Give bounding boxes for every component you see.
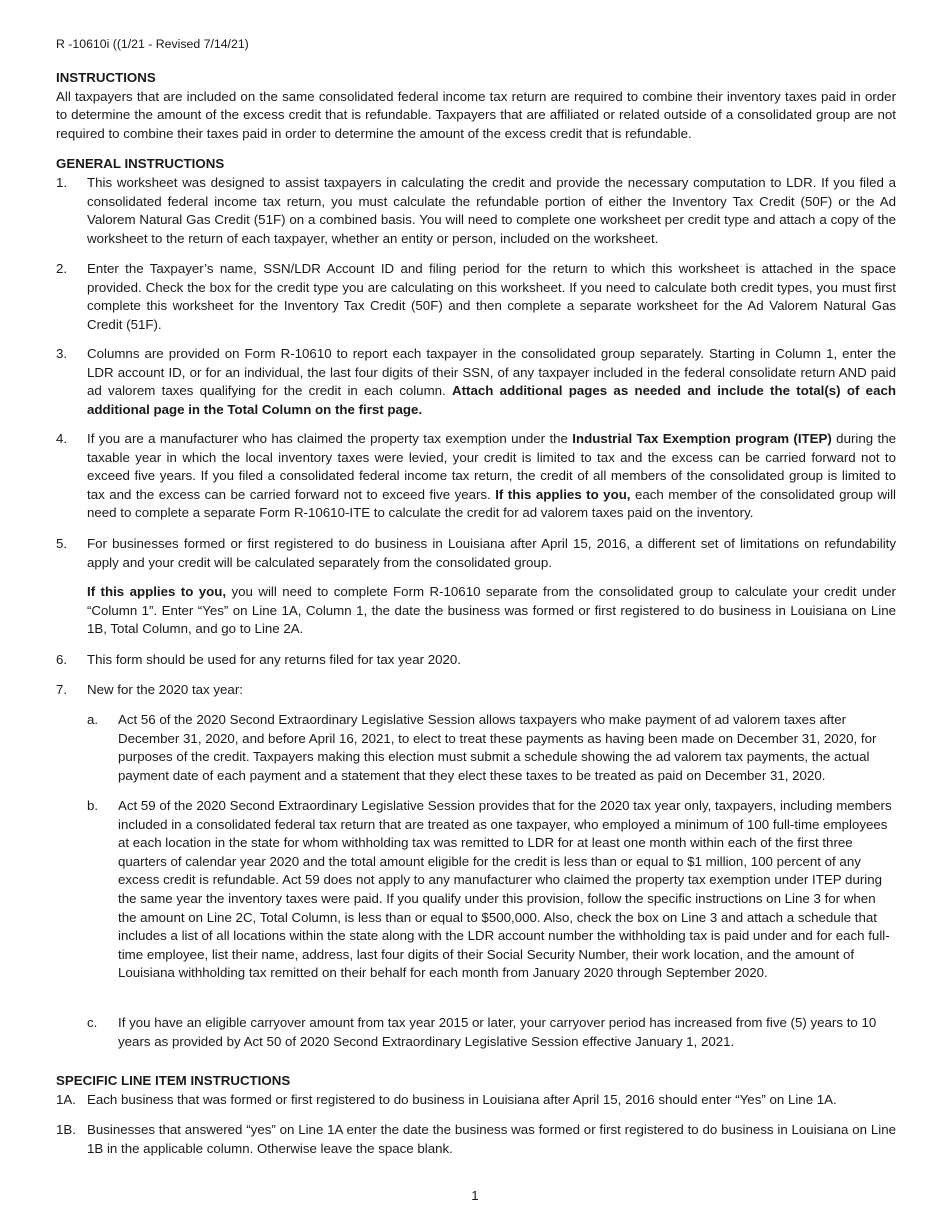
sub-item-letter: c. [87, 1015, 98, 1030]
item-text [87, 430, 896, 523]
item-bold-a: Industrial Tax Exemption program (ITEP) [572, 431, 832, 446]
item-number: 5. [56, 536, 68, 551]
general-item-3 [56, 345, 896, 419]
item-text-b: during the taxable year in which the local inventory taxes were levied, your credit is limited to tax and the excess can be carried forward not to exceed five years. If you filed a consolidated federal income tax return, the credit of all members of the consolidated group is limited to tax and the excess can be carried forward not to exceed five years. [87, 431, 896, 502]
item-text-c: each member of the consolidated group will need to complete a separate Form R-10610-ITE to calculate the credit for ad valorem taxes paid on the inventory. [87, 486, 896, 521]
item-text: This form should be used for any returns filed for tax year 2020. [87, 652, 461, 667]
item-number: 7. [56, 682, 68, 697]
item-text: For businesses formed or first registered to do business in Louisiana after April 15, 2016, a different set of limitations on refundability apply and your credit will be calculated separately from the consolidated group. [87, 536, 896, 570]
item-text: Businesses that answered “yes” on Line 1A enter the date the business was formed or first registered to do business in Louisiana on Line 1B in the applicable column. Otherwise leave the space blank. [87, 1122, 896, 1156]
sub-item-text: Act 56 of the 2020 Second Extraordinary Legislative Session allows taxpayers who make payment of ad valorem taxes after December 31, 2020, and before April 16, 2021, to elect to treat these payments as having been made on December 31, 2020, for purposes of the credit. Taxpayers making this election must submit a schedule showing the ad valorem tax payments, the actual payment date of each payment and a statement that they elect these taxes to be treated as paid on December 31, 2020. [118, 712, 877, 783]
sub-item-c [87, 1014, 896, 1051]
para-bold: If this applies to you, [87, 584, 227, 599]
item-text: New for the 2020 tax year: [87, 682, 243, 697]
general-heading: GENERAL INSTRUCTIONS [56, 156, 225, 171]
general-item-5 [56, 535, 896, 572]
general-item-4 [56, 430, 896, 523]
item-number: 1. [56, 175, 68, 190]
item-text: Each business that was formed or first registered to do business in Louisiana after April 15, 2016 should enter “Yes” on Line 1A. [87, 1092, 837, 1107]
para-text: you will need to complete Form R-10610 separate from the consolidated group to calculate your credit under “Column 1”. Enter “Yes” on Line 1A, Column 1, the date the business was formed or first registered to do business in Louisiana on Line 1B, Total Column, and go to Line 2A. [87, 584, 896, 637]
item-text-a: If you are a manufacturer who has claimed the property tax exemption under the [87, 431, 573, 446]
item-number: 2. [56, 261, 68, 276]
item-text-bold: Attach additional pages as needed and include the total(s) of each additional page in the Total Column on the first page. [87, 383, 896, 417]
sub-item-a [87, 711, 896, 785]
sub-item-letter: b. [87, 798, 99, 813]
item-number: 1B. [56, 1122, 76, 1137]
item-number: 4. [56, 431, 68, 446]
general-item-7 [56, 681, 896, 700]
form-id: R -10610i ((1/21 - Revised 7/14/21) [56, 37, 249, 51]
sub-item-text: If you have an eligible carryover amount from tax year 2015 or later, your carryover period has increased from five (5) years to 10 years as provided by Act 50 of 2020 Second Extraordinary Legislative Session effective January 1, 2021. [118, 1015, 877, 1049]
general-item-6 [56, 651, 896, 670]
item-number: 6. [56, 652, 68, 667]
item-number: 3. [56, 346, 68, 361]
general-item-5-paragraph [87, 583, 896, 639]
item-bold-b: If this applies to you, [495, 486, 631, 502]
item-text-plain: Columns are provided on Form R-10610 to report each taxpayer in the consolidated group separately. Starting in Column 1, enter the LDR account ID, or for an individual, the last four digits of their SSN, of any taxpayer included in the federal consolidate return AND paid ad valorem taxes qualifying for the credit in each column. [87, 346, 896, 399]
page-number: 1 [471, 1188, 479, 1203]
general-item-1 [56, 174, 896, 248]
item-number: 1A. [56, 1092, 76, 1107]
item-text: Enter the Taxpayer’s name, SSN/LDR Account ID and filing period for the return to which this worksheet is attached in the space provided. Check the box for the credit type you are calculating on this worksheet. If you need to calculate both credit types, you must first complete this worksheet for the Inventory Tax Credit (50F) and then complete a separate worksheet for the Ad Valorem Natural Gas Credit (51F). [87, 261, 896, 332]
instructions-text: All taxpayers that are included on the same consolidated federal income tax return are required to combine their inventory taxes paid in order to determine the amount of the excess credit that is refundable. Taxpayers that are affiliated or related outside of a consolidated group are not required to combine their taxes paid in order to determine the amount of the excess credit that is refundable. [56, 88, 896, 141]
instructions-heading: INSTRUCTIONS [56, 70, 156, 85]
item-text: This worksheet was designed to assist taxpayers in calculating the credit and provide the necessary computation to LDR. If you filed a consolidated federal income tax return, you must calculate the refundable portion of either the Inventory Tax Credit (50F) or the Ad Valorem Natural Gas Credit (51F) on a combined basis. You will need to complete one worksheet per credit type and attach a copy of the worksheet to the return of each taxpayer, whether an entity or person, included on the worksheet. [87, 175, 896, 246]
general-item-2 [56, 260, 896, 334]
sub-item-b [87, 797, 896, 983]
item-text [87, 345, 896, 419]
specific-item-1b [56, 1121, 896, 1158]
sub-item-letter: a. [87, 712, 99, 727]
specific-heading: SPECIFIC LINE ITEM INSTRUCTIONS [56, 1073, 291, 1088]
sub-item-text: Act 59 of the 2020 Second Extraordinary Legislative Session provides that for the 2020 tax year only, taxpayers, including members included in a consolidated federal tax return that are treated as one taxpayer, who employed a minimum of 100 full-time employees at each location in the state for whom withholding tax was remitted to LDR for at least one month within each of the first three quarters of calendar year 2020 and the total amount eligible for the credit is less than or equal to $1 million, 100 percent of any excess credit is refundable. Act 59 does not apply to any manufacturer who claimed the property tax exemption under ITEP during the same year the inventory taxes were paid. If you qualify under this provision, follow the specific instructions on Line 3 for when the amount on Line 2C, Total Column, is less than or equal to $500,000. Also, check the box on Line 3 and attach a schedule that includes a list of all locations within the state along with the LDR account number the withholding tax is paid under and for each full-time employee, list their name, address, last four digits of their Social Security Number, their work location, and the amount of Louisiana withholding tax remitted on their behalf for each month from January 2020 through September 2020. [118, 798, 892, 981]
specific-item-1a [56, 1091, 896, 1110]
